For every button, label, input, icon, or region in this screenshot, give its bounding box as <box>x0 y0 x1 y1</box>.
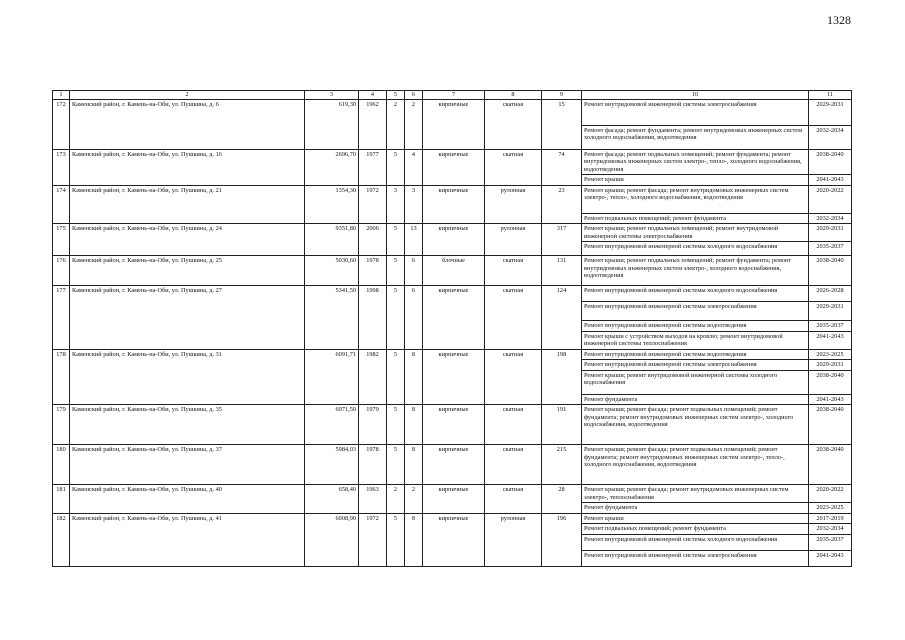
table-row <box>53 485 852 503</box>
work-description-cell: Ремонт крыши; ремонт фасада; ремонт внутридомовых инженерных систем электро-, теплоснабжения <box>582 485 809 503</box>
work-description-cell: Ремонт внутридомовой инженерной системы водоотведения <box>582 321 809 332</box>
work-description-cell: Ремонт внутридомовой инженерной системы холодного водоснабжения <box>582 242 809 256</box>
table-row <box>53 405 852 445</box>
floors-cell: 5 <box>387 349 405 405</box>
wall-material-cell: кирпичные <box>423 513 485 566</box>
wall-material-cell: кирпичные <box>423 286 485 350</box>
residents-cell: 215 <box>542 445 582 485</box>
period-cell: 2023-2025 <box>809 349 852 360</box>
period-cell: 2041-2043 <box>809 550 852 566</box>
period-cell: 2029-2031 <box>809 99 852 125</box>
table-row <box>53 445 852 485</box>
row-number: 182 <box>53 513 70 566</box>
area-cell: 5341,50 <box>305 286 359 350</box>
roof-type-cell: скатная <box>485 349 542 405</box>
address-cell: Каменский район, г. Камень-на-Оби, ул. Пушкина, д. 27 <box>70 286 305 350</box>
work-description-cell: Ремонт крыши; ремонт фасада; ремонт внутридомовых инженерных систем электро-, тепло-, холодного водоснабжения, водоотведения <box>582 185 809 213</box>
row-number: 180 <box>53 445 70 485</box>
period-cell: 2035-2037 <box>809 242 852 256</box>
roof-type-cell: скатная <box>485 405 542 445</box>
wall-material-cell: кирпичные <box>423 349 485 405</box>
roof-type-cell: скатная <box>485 445 542 485</box>
row-number: 175 <box>53 224 70 256</box>
wall-material-cell: кирпичные <box>423 445 485 485</box>
period-cell: 2032-2034 <box>809 524 852 535</box>
entrances-cell: 2 <box>405 485 423 514</box>
column-number: 6 <box>405 91 423 100</box>
year-cell: 1978 <box>359 256 387 286</box>
period-cell: 2038-2040 <box>809 370 852 394</box>
roof-type-cell: рулонная <box>485 224 542 256</box>
table-row <box>53 256 852 286</box>
work-description-cell: Ремонт фундамента <box>582 503 809 514</box>
period-cell: 2020-2022 <box>809 185 852 213</box>
year-cell: 1998 <box>359 286 387 350</box>
period-cell: 2029-2031 <box>809 360 852 371</box>
page-number: 1328 <box>827 13 851 27</box>
year-cell: 1963 <box>359 485 387 514</box>
roof-type-cell: скатная <box>485 485 542 514</box>
table-row <box>53 513 852 524</box>
roof-type-cell: рулонная <box>485 513 542 566</box>
work-description-cell: Ремонт крыши; ремонт подвальных помещений; ремонт внутридомовой инженерной системы электроснабжения <box>582 224 809 242</box>
roof-type-cell: скатная <box>485 286 542 350</box>
work-description-cell: Ремонт крыши; ремонт подвальных помещений; ремонт фундамента; ремонт внутридомовых инженерных систем электро-, холодного водоснабжения, водоотведения <box>582 256 809 286</box>
work-description-cell: Ремонт внутридомовой инженерной системы электроснабжения <box>582 99 809 125</box>
work-description-cell: Ремонт внутридомовой инженерной системы электроснабжения <box>582 360 809 371</box>
residents-cell: 131 <box>542 256 582 286</box>
column-number: 5 <box>387 91 405 100</box>
row-number: 174 <box>53 185 70 224</box>
work-description-cell: Ремонт подвальных помещений; ремонт фундамента <box>582 524 809 535</box>
work-description-cell: Ремонт фундамента <box>582 394 809 405</box>
column-number-row <box>53 91 852 100</box>
year-cell: 1977 <box>359 149 387 185</box>
area-cell: 9351,80 <box>305 224 359 256</box>
work-description-cell: Ремонт крыши; ремонт внутридомовой инженерной системы холодного водоснабжения <box>582 370 809 394</box>
work-description-cell: Ремонт фасада; ремонт подвальных помещений; ремонт фундамента; ремонт внутридомовых инженерных систем электро-, тепло-, холодного водоснабжения, водоотведения <box>582 149 809 175</box>
residents-cell: 317 <box>542 224 582 256</box>
entrances-cell: 13 <box>405 224 423 256</box>
work-description-cell: Ремонт внутридомовой инженерной системы электроснабжения <box>582 302 809 321</box>
period-cell: 2038-2040 <box>809 256 852 286</box>
floors-cell: 5 <box>387 149 405 185</box>
roof-type-cell: скатная <box>485 256 542 286</box>
area-cell: 619,30 <box>305 99 359 149</box>
period-cell: 2041-2043 <box>809 331 852 349</box>
wall-material-cell: кирпичные <box>423 149 485 185</box>
area-cell: 6071,50 <box>305 405 359 445</box>
year-cell: 1982 <box>359 349 387 405</box>
period-cell: 2032-2034 <box>809 213 852 224</box>
work-description-cell: Ремонт внутридомовой инженерной системы электроснабжения <box>582 550 809 566</box>
row-number: 178 <box>53 349 70 405</box>
work-description-cell: Ремонт фасада; ремонт фундамента; ремонт внутридомовых инженерных систем холодного водоснабжения, водоотведения <box>582 125 809 149</box>
address-cell: Каменский район, г. Камень-на-Оби, ул. Пушкина, д. 31 <box>70 349 305 405</box>
floors-cell: 5 <box>387 445 405 485</box>
work-description-cell: Ремонт подвальных помещений; ремонт фундамента <box>582 213 809 224</box>
period-cell: 2038-2040 <box>809 149 852 175</box>
year-cell: 1972 <box>359 513 387 566</box>
work-description-cell: Ремонт крыши; ремонт фасада; ремонт подвальных помещений; ремонт фундамента; ремонт внутридомовых инженерных систем электро-, тепло-, холодного водоснабжения, водоотведения <box>582 445 809 485</box>
work-description-cell: Ремонт внутридомовой инженерной системы холодного водоснабжения <box>582 534 809 550</box>
area-cell: 2696,70 <box>305 149 359 185</box>
wall-material-cell: кирпичные <box>423 224 485 256</box>
roof-type-cell: скатная <box>485 99 542 149</box>
area-cell: 6091,71 <box>305 349 359 405</box>
residents-cell: 28 <box>542 485 582 514</box>
work-description-cell: Ремонт крыши с устройством выходов на кровлю; ремонт внутридомовой инженерной системы теплоснабжения <box>582 331 809 349</box>
floors-cell: 5 <box>387 224 405 256</box>
table-row <box>53 349 852 360</box>
wall-material-cell: кирпичные <box>423 485 485 514</box>
work-description-cell: Ремонт крыши <box>582 175 809 186</box>
address-cell: Каменский район, г. Камень-на-Оби, ул. Пушкина, д. 21 <box>70 185 305 224</box>
year-cell: 1979 <box>359 405 387 445</box>
address-cell: Каменский район, г. Камень-на-Оби, ул. Пушкина, д. 6 <box>70 99 305 149</box>
column-number: 3 <box>305 91 359 100</box>
work-description-cell: Ремонт крыши; ремонт фасада; ремонт подвальных помещений; ремонт фундамента; ремонт внутридомовых инженерных систем электро-, холодного водоснабжения, водоотведения <box>582 405 809 445</box>
entrances-cell: 3 <box>405 185 423 224</box>
area-cell: 6008,90 <box>305 513 359 566</box>
period-cell: 2035-2037 <box>809 534 852 550</box>
period-cell: 2020-2022 <box>809 485 852 503</box>
address-cell: Каменский район, г. Камень-на-Оби, ул. Пушкина, д. 35 <box>70 405 305 445</box>
floors-cell: 5 <box>387 286 405 350</box>
wall-material-cell: кирпичные <box>423 185 485 224</box>
floors-cell: 2 <box>387 99 405 149</box>
wall-material-cell: кирпичные <box>423 99 485 149</box>
floors-cell: 5 <box>387 513 405 566</box>
column-number: 2 <box>70 91 305 100</box>
entrances-cell: 6 <box>405 286 423 350</box>
row-number: 179 <box>53 405 70 445</box>
period-cell: 2032-2034 <box>809 125 852 149</box>
address-cell: Каменский район, г. Камень-на-Оби, ул. Пушкина, д. 37 <box>70 445 305 485</box>
address-cell: Каменский район, г. Камень-на-Оби, ул. Пушкина, д. 25 <box>70 256 305 286</box>
address-cell: Каменский район, г. Камень-на-Оби, ул. Пушкина, д. 40 <box>70 485 305 514</box>
table-row <box>53 224 852 242</box>
table-row <box>53 185 852 213</box>
row-number: 173 <box>53 149 70 185</box>
table-row <box>53 286 852 302</box>
residents-cell: 196 <box>542 513 582 566</box>
roof-type-cell: скатная <box>485 149 542 185</box>
column-number: 1 <box>53 91 70 100</box>
column-number: 8 <box>485 91 542 100</box>
period-cell: 2041-2043 <box>809 175 852 186</box>
entrances-cell: 8 <box>405 349 423 405</box>
period-cell: 2038-2040 <box>809 445 852 485</box>
period-cell: 2017-2019 <box>809 513 852 524</box>
column-number: 9 <box>542 91 582 100</box>
capital-repair-table <box>52 90 852 567</box>
column-number: 10 <box>582 91 809 100</box>
row-number: 177 <box>53 286 70 350</box>
entrances-cell: 8 <box>405 405 423 445</box>
period-cell: 2023-2025 <box>809 503 852 514</box>
period-cell: 2026-2028 <box>809 286 852 302</box>
entrances-cell: 4 <box>405 149 423 185</box>
entrances-cell: 8 <box>405 513 423 566</box>
row-number: 181 <box>53 485 70 514</box>
residents-cell: 124 <box>542 286 582 350</box>
address-cell: Каменский район, г. Камень-на-Оби, ул. Пушкина, д. 41 <box>70 513 305 566</box>
entrances-cell: 2 <box>405 99 423 149</box>
floors-cell: 5 <box>387 256 405 286</box>
period-cell: 2035-2037 <box>809 321 852 332</box>
residents-cell: 191 <box>542 405 582 445</box>
floors-cell: 5 <box>387 405 405 445</box>
entrances-cell: 8 <box>405 445 423 485</box>
period-cell: 2038-2040 <box>809 405 852 445</box>
entrances-cell: 6 <box>405 256 423 286</box>
area-cell: 1354,30 <box>305 185 359 224</box>
row-number: 172 <box>53 99 70 149</box>
roof-type-cell: рулонная <box>485 185 542 224</box>
year-cell: 2006 <box>359 224 387 256</box>
column-number: 11 <box>809 91 852 100</box>
area-cell: 658,40 <box>305 485 359 514</box>
address-cell: Каменский район, г. Камень-на-Оби, ул. Пушкина, д. 16 <box>70 149 305 185</box>
period-cell: 2041-2043 <box>809 394 852 405</box>
address-cell: Каменский район, г. Камень-на-Оби, ул. Пушкина, д. 24 <box>70 224 305 256</box>
wall-material-cell: блочные <box>423 256 485 286</box>
table-row <box>53 99 852 125</box>
wall-material-cell: кирпичные <box>423 405 485 445</box>
residents-cell: 15 <box>542 99 582 149</box>
area-cell: 5030,60 <box>305 256 359 286</box>
year-cell: 1962 <box>359 99 387 149</box>
period-cell: 2029-2031 <box>809 224 852 242</box>
table-body <box>53 91 852 567</box>
column-number: 4 <box>359 91 387 100</box>
period-cell: 2029-2031 <box>809 302 852 321</box>
work-description-cell: Ремонт внутридомовой инженерной системы водоотведения <box>582 349 809 360</box>
column-number: 7 <box>423 91 485 100</box>
floors-cell: 2 <box>387 485 405 514</box>
work-description-cell: Ремонт внутридомовой инженерной системы холодного водоснабжения <box>582 286 809 302</box>
residents-cell: 74 <box>542 149 582 185</box>
residents-cell: 23 <box>542 185 582 224</box>
residents-cell: 198 <box>542 349 582 405</box>
floors-cell: 3 <box>387 185 405 224</box>
area-cell: 5984,03 <box>305 445 359 485</box>
year-cell: 1972 <box>359 185 387 224</box>
table-row <box>53 149 852 175</box>
work-description-cell: Ремонт крыши <box>582 513 809 524</box>
year-cell: 1978 <box>359 445 387 485</box>
row-number: 176 <box>53 256 70 286</box>
